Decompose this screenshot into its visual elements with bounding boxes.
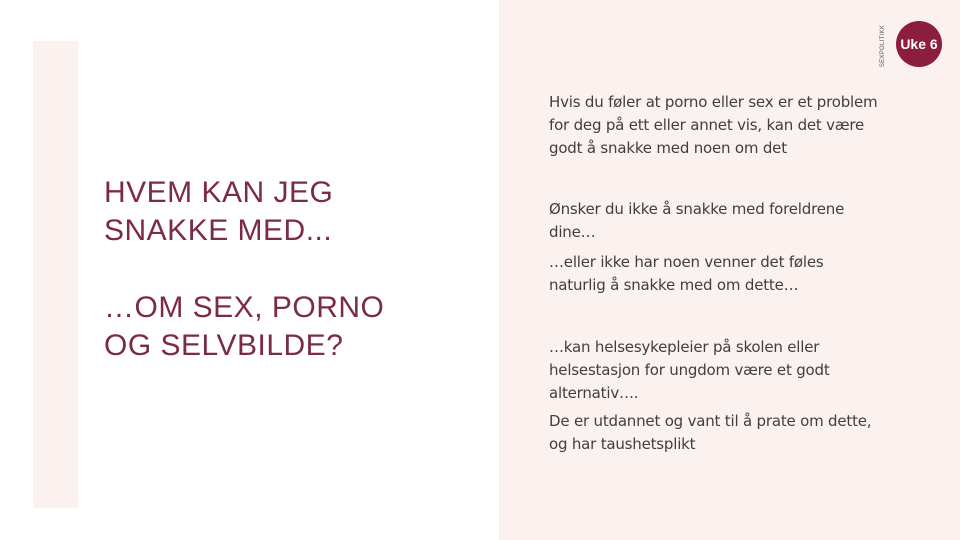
paragraph-confidentiality: De er utdannet og vant til å prate om dette, og har taushetsplikt bbox=[549, 412, 872, 453]
main-heading bbox=[104, 174, 333, 250]
paragraph-problem: Hvis du føler at porno eller sex er et problem for deg på ett eller annet vis, kan det være godt å snakke med noen om det bbox=[549, 93, 878, 157]
logo-side-text: SEXPOLITIKK bbox=[880, 24, 887, 68]
sub-heading bbox=[104, 289, 384, 365]
left-decorative-strip bbox=[33, 41, 78, 508]
paragraph-friends: …eller ikke har noen venner det føles naturlig å snakke med om dette… bbox=[549, 253, 824, 294]
sub-heading-line: …OM SEX, PORNO bbox=[104, 291, 385, 324]
paragraph-health-nurse: …kan helsesykepleier på skolen eller helsestasjon for ungdom være et godt alternativ…. bbox=[549, 338, 830, 402]
uke-6-logo bbox=[896, 21, 942, 67]
main-heading-line: HVEM KAN JEG bbox=[104, 176, 334, 209]
main-heading-line: SNAKKE MED... bbox=[104, 214, 333, 247]
sub-heading-line: OG SELVBILDE? bbox=[104, 329, 344, 362]
paragraph-parents: Ønsker du ikke å snakke med foreldrene dine… bbox=[549, 200, 845, 241]
logo-badge-text: Uke 6 bbox=[900, 36, 938, 52]
